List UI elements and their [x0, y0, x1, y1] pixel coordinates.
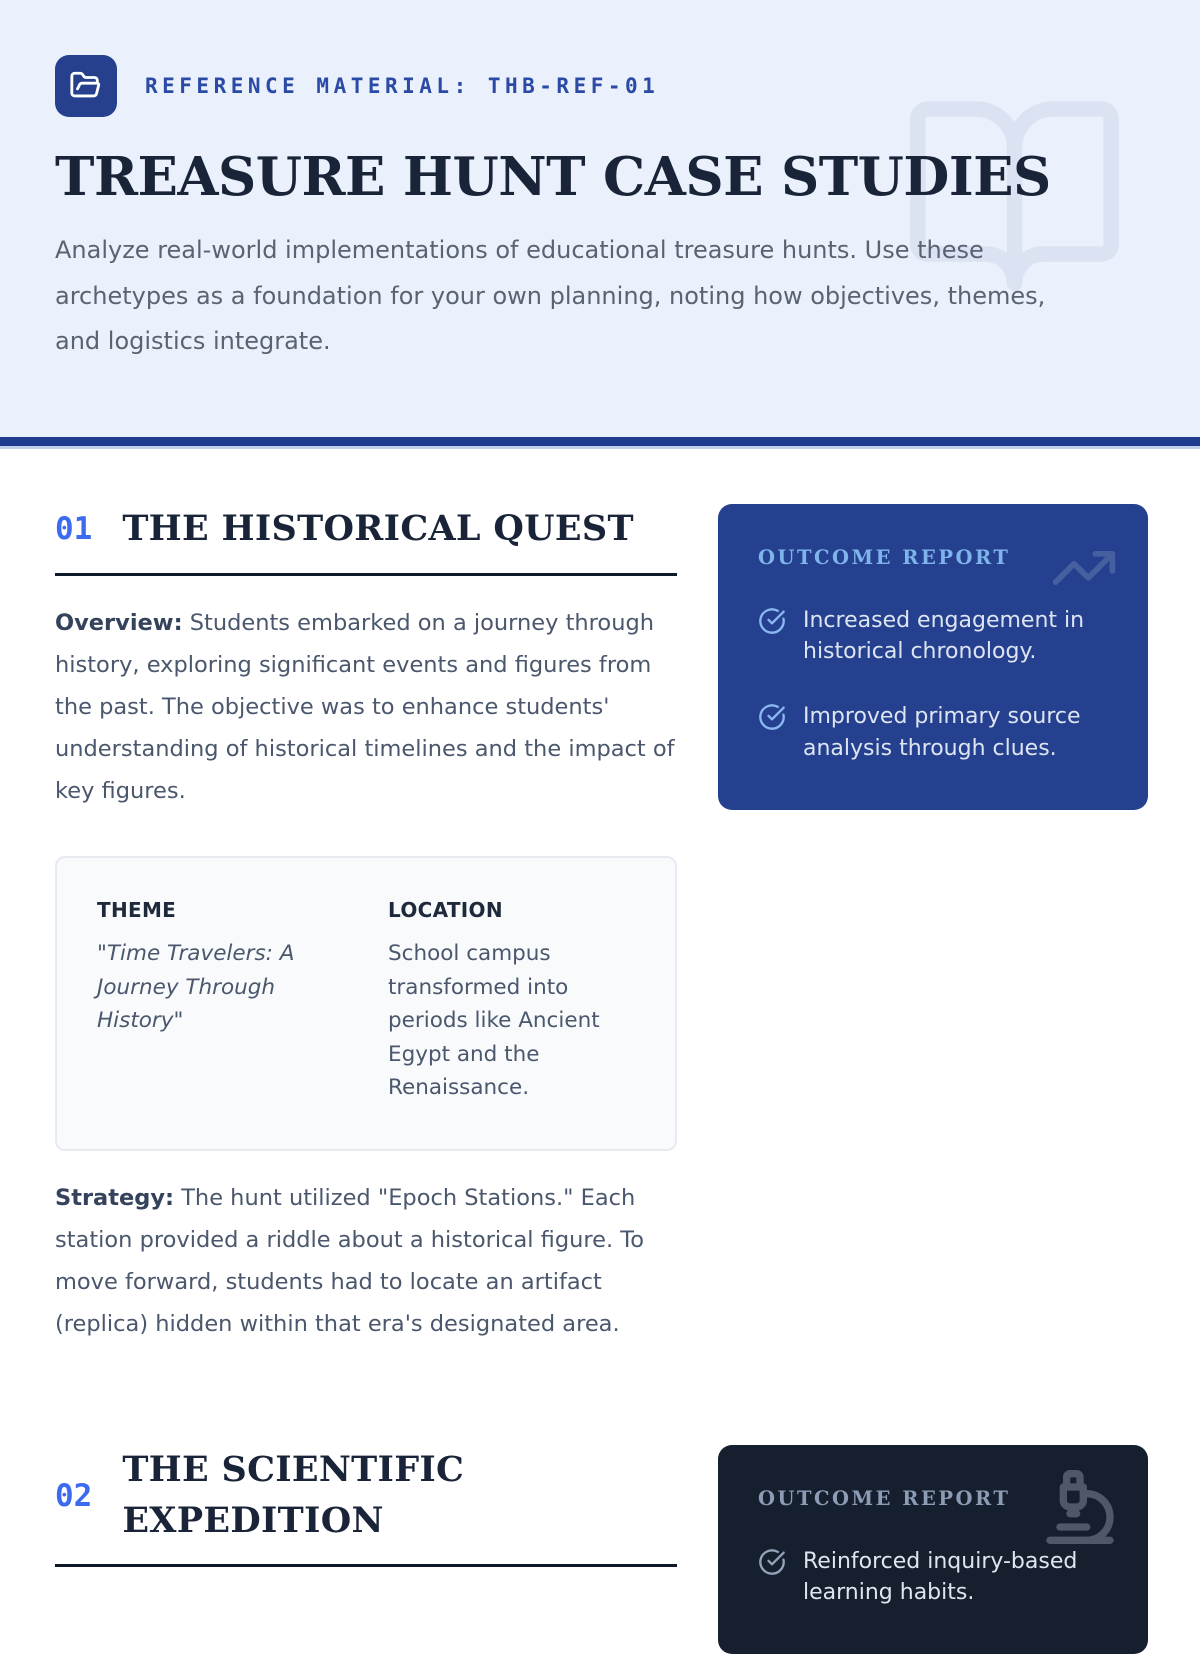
case-01-title: THE HISTORICAL QUEST — [122, 508, 634, 549]
location-detail — [388, 898, 635, 1105]
outcome-item-text: Increased engagement in historical chronology. — [803, 608, 1085, 665]
page-title: TREASURE HUNT CASE STUDIES — [55, 146, 1051, 208]
reference-label: REFERENCE MATERIAL: THB-REF-01 — [145, 74, 660, 98]
reference-row — [55, 55, 1145, 117]
theme-value: "Time Travelers: A Journey Through History" — [97, 941, 295, 1034]
outcome-report-label: OUTCOME REPORT — [758, 1486, 1011, 1510]
theme-label: THEME — [97, 898, 177, 923]
outcome-item — [758, 701, 1108, 763]
case-01-number: 01 — [55, 511, 93, 548]
overview-text: Students embarked on a journey through history, exploring significant events and figures from the past. The objective was to enhance students' understanding of historical timelines and the impact of key figures. — [55, 609, 675, 804]
outcome-item-text: Reinforced inquiry-based learning habits. — [803, 1548, 1078, 1606]
case-02-body — [55, 1445, 677, 1568]
main-content — [0, 449, 1200, 1654]
microscope-icon — [1040, 1467, 1120, 1547]
outcome-item — [758, 1546, 1108, 1608]
overview-label: Overview: — [55, 609, 183, 636]
circle-check-icon — [758, 703, 786, 731]
circle-check-icon — [758, 607, 786, 635]
outcome-report-label: OUTCOME REPORT — [758, 546, 1011, 569]
case-01-details-box — [55, 856, 677, 1151]
location-value: School campus transformed into periods like Ancient Egypt and the Renaissance. — [388, 941, 600, 1101]
case-01-outcome-card — [718, 504, 1148, 810]
strategy-label: Strategy: — [55, 1184, 175, 1211]
folder-open-icon — [69, 69, 103, 103]
case-study-01 — [55, 504, 1148, 1345]
case-01-header — [55, 504, 677, 576]
location-label: LOCATION — [388, 898, 503, 923]
case-01-body — [55, 504, 677, 1345]
case-study-02 — [55, 1445, 1148, 1654]
case-01-strategy — [55, 1177, 677, 1345]
outcome-item — [758, 605, 1108, 667]
hero-header — [0, 0, 1200, 437]
case-02-title: THE SCIENTIFIC EXPEDITION — [122, 1448, 465, 1541]
case-02-header — [55, 1445, 677, 1568]
trending-up-icon — [1050, 534, 1118, 602]
case-02-outcome-card — [718, 1445, 1148, 1654]
outcome-list — [758, 1546, 1108, 1608]
case-02-number: 02 — [55, 1477, 93, 1514]
case-01-overview — [55, 602, 677, 812]
folder-badge — [55, 55, 117, 117]
theme-detail — [97, 898, 344, 1105]
outcome-list — [758, 605, 1108, 764]
header-divider — [0, 437, 1200, 446]
outcome-item-text: Improved primary source analysis through clues. — [803, 704, 1081, 761]
page-intro: Analyze real-world implementations of educational treasure hunts. Use these archetypes as a foundation for your own planning, noting how objectives, themes, and logistics integrate. — [55, 235, 1046, 356]
strategy-text: The hunt utilized "Epoch Stations." Each station provided a riddle about a historical figure. To move forward, students had to locate an artifact (replica) hidden within that era's designated area. — [55, 1184, 644, 1337]
circle-check-icon — [758, 1548, 786, 1576]
